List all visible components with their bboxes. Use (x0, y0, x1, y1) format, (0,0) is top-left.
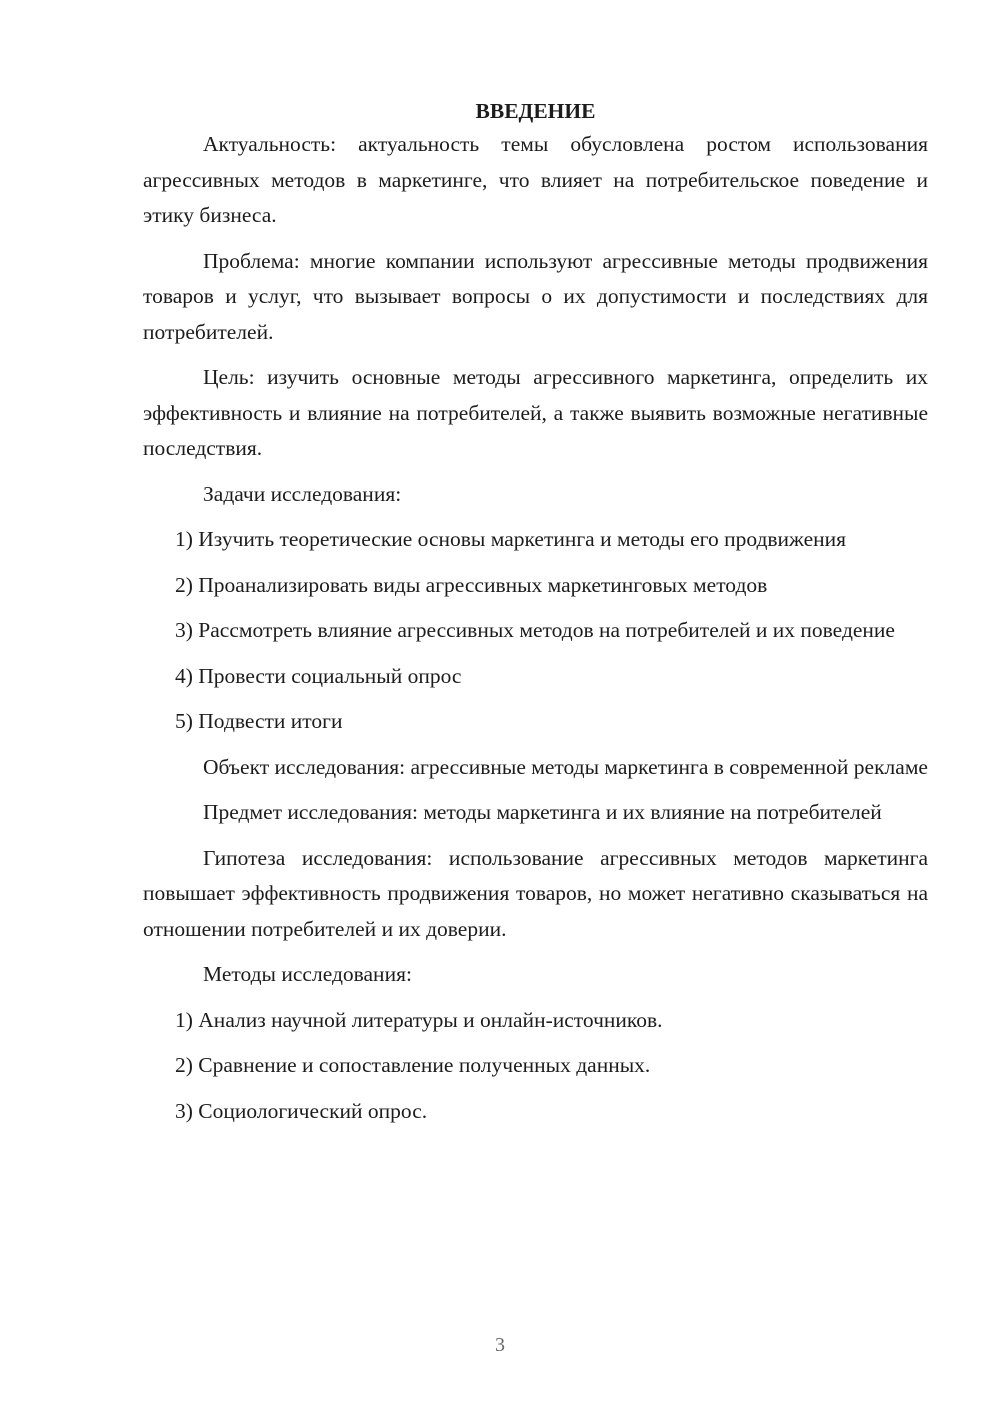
methods-heading: Методы исследования: (203, 962, 412, 986)
method-item: 3) Социологический опрос. (175, 1098, 428, 1123)
document-page (143, 94, 928, 1139)
problem-paragraph: Проблема: многие компании используют агрессивные методы продвижения товаров и услуг, что вызывает вопросы о их допустимости и последствиях для потребителей. (143, 248, 928, 344)
task-item: 1) Изучить теоретические основы маркетинга и методы его продвижения (175, 527, 847, 551)
object-paragraph: Объект исследования: агрессивные методы маркетинга в современной рекламе (203, 754, 928, 779)
method-item: 1) Анализ научной литературы и онлайн-источников. (175, 1007, 663, 1032)
task-item: 5) Подвести итоги (175, 709, 343, 733)
hypothesis-paragraph: Гипотеза исследования: использование агрессивных методов маркетинга повышает эффективность продвижения товаров, но может негативно сказываться на отношении потребителей и их доверии. (143, 845, 928, 941)
tasks-heading: Задачи исследования: (203, 481, 402, 506)
goal-paragraph: Цель: изучить основные методы агрессивного маркетинга, определить их эффективность и влияние на потребителей, а также выявить возможные негативные последствия. (143, 365, 928, 460)
task-item: 3) Рассмотреть влияние агрессивных методов на потребителей и их поведение (175, 618, 895, 642)
task-item: 2) Проанализировать виды агрессивных маркетинговых методов (175, 572, 768, 597)
page-number: 3 (495, 1334, 505, 1356)
task-item: 4) Провести социальный опрос (175, 663, 462, 688)
relevance-paragraph: Актуальность: актуальность темы обусловлена ростом использования агрессивных методов в маркетинге, что влияет на потребительское поведение и этику бизнеса. (143, 132, 928, 227)
method-item: 2) Сравнение и сопоставление полученных данных. (175, 1053, 651, 1077)
subject-paragraph: Предмет исследования: методы маркетинга и их влияние на потребителей (203, 800, 882, 824)
section-title: ВВЕДЕНИЕ (475, 99, 596, 123)
